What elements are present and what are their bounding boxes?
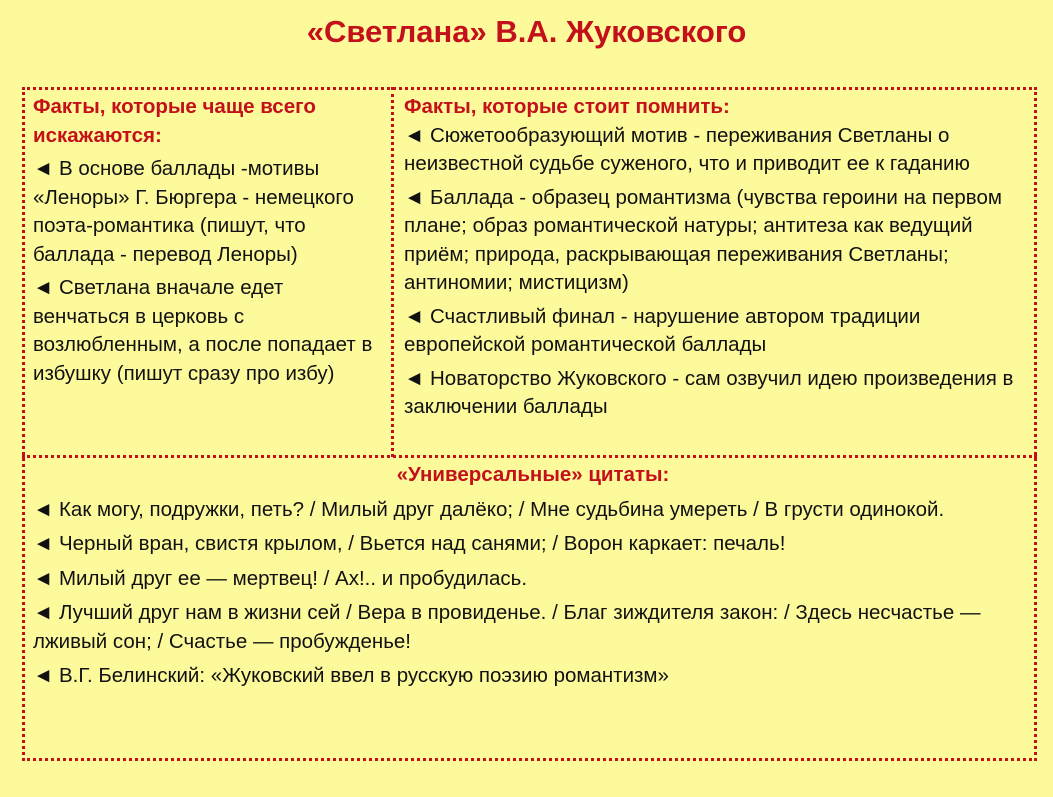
quote-3: ◄ Милый друг ее — мертвец! / Ах!.. и пробудилась. [33, 566, 528, 590]
distorted-fact-2: ◄ Светлана вначале едет венчаться в церковь с возлюбленным, а после попадает в избушку (пишут сразу про избу) [33, 276, 373, 385]
distorted-fact-1: ◄ В основе баллады -мотивы «Леноры» Г. Бюргера - немецкого поэта-романтика (пишут, что баллада - перевод Леноры) [33, 157, 354, 266]
quotes-section [33, 461, 1033, 691]
remember-fact-3: ◄ Счастливый финал - нарушение автором традиции европейской романтической баллады [404, 304, 921, 356]
quote-2: ◄ Черный вран, свистя крылом, / Вьется над санями; / Ворон каркает: печаль! [33, 532, 786, 555]
column-divider [391, 87, 394, 457]
remember-facts-heading: Факты, которые стоит помнить: [404, 95, 730, 118]
remember-fact-4: ◄ Новаторство Жуковского - сам озвучил идею произведения в заключении баллады [404, 366, 1014, 418]
quote-1: ◄ Как могу, подружки, петь? / Милый друг далёко; / Мне судьбина умереть / В грусти одинокой. [33, 497, 945, 521]
remember-fact-2: ◄ Баллада - образец романтизма (чувства героини на первом плане; образ романтической натуры; антитеза как ведущий приём; природа, раскрывающая переживания Светланы; антиномии; мистицизм) [404, 185, 1002, 294]
section-divider [22, 455, 1037, 458]
quote-5: ◄ В.Г. Белинский: «Жуковский ввел в русскую поэзию романтизм» [33, 664, 669, 687]
distorted-facts-heading: Факты, которые чаще всего искажаются: [33, 95, 316, 147]
remember-fact-1: ◄ Сюжетообразующий мотив - переживания Светланы о неизвестной судьбе суженого, что и приводит ее к гаданию [404, 123, 970, 175]
page-title: «Светлана» В.А. Жуковского [306, 14, 747, 49]
distorted-facts-column [33, 93, 383, 388]
quotes-heading: «Универсальные» цитаты: [396, 463, 670, 486]
quote-4: ◄ Лучший друг нам в жизни сей / Вера в провиденье. / Благ зиждителя закон: / Здесь несчастье — лживый сон; / Счастье — пробужденье! [33, 601, 981, 653]
remember-facts-column [404, 93, 1032, 422]
